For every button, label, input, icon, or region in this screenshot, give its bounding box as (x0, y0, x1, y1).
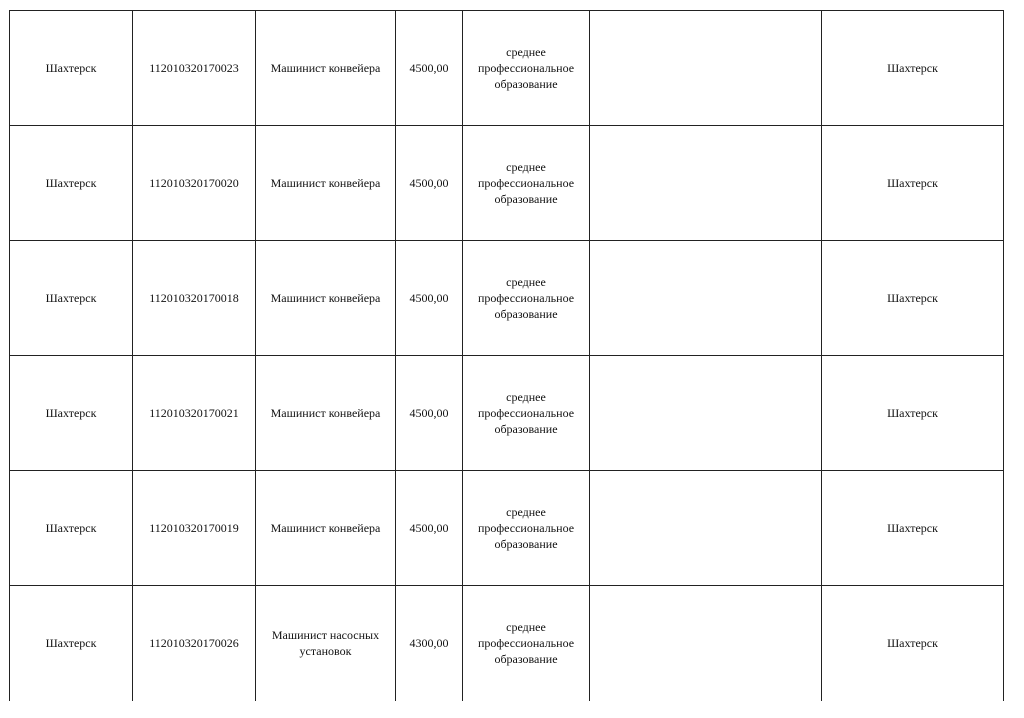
vacancy-code-cell: 112010320170018 (133, 241, 256, 356)
extra-info-cell (590, 126, 822, 241)
city-cell: Шахтерск (10, 11, 133, 126)
table-row (10, 586, 1004, 701)
city-cell: Шахтерск (10, 586, 133, 701)
education-text: среднее профессиональное образование (477, 45, 575, 91)
position-text: Машинист конвейера (270, 61, 381, 75)
position-text: Машинист конвейера (270, 176, 381, 190)
location-cell: Шахтерск (822, 356, 1004, 471)
salary-cell: 4500,00 (396, 11, 463, 126)
table-row (10, 471, 1004, 586)
vacancy-code-cell: 112010320170021 (133, 356, 256, 471)
education-text: среднее профессиональное образование (477, 160, 575, 206)
salary-cell: 4300,00 (396, 586, 463, 701)
location-cell: Шахтерск (822, 586, 1004, 701)
vacancy-code-cell: 112010320170026 (133, 586, 256, 701)
city-cell: Шахтерск (10, 126, 133, 241)
education-text: среднее профессиональное образование (477, 275, 575, 321)
position-cell (256, 586, 396, 701)
vacancies-table (9, 10, 1004, 701)
education-cell (463, 126, 590, 241)
education-cell (463, 586, 590, 701)
extra-info-cell (590, 241, 822, 356)
education-cell (463, 356, 590, 471)
salary-cell: 4500,00 (396, 126, 463, 241)
location-cell: Шахтерск (822, 471, 1004, 586)
education-text: среднее профессиональное образование (477, 505, 575, 551)
table-row (10, 241, 1004, 356)
extra-info-cell (590, 356, 822, 471)
vacancy-code-cell: 112010320170019 (133, 471, 256, 586)
position-cell (256, 126, 396, 241)
position-cell (256, 241, 396, 356)
location-cell: Шахтерск (822, 126, 1004, 241)
table-row (10, 356, 1004, 471)
education-text: среднее профессиональное образование (477, 620, 575, 667)
position-text: Машинист конвейера (270, 406, 381, 420)
extra-info-cell (590, 11, 822, 126)
position-text: Машинист конвейера (270, 521, 381, 535)
location-cell: Шахтерск (822, 11, 1004, 126)
salary-cell: 4500,00 (396, 241, 463, 356)
position-cell (256, 356, 396, 471)
position-cell (256, 11, 396, 126)
location-cell: Шахтерск (822, 241, 1004, 356)
city-cell: Шахтерск (10, 471, 133, 586)
extra-info-cell (590, 471, 822, 586)
vacancy-code-cell: 112010320170020 (133, 126, 256, 241)
education-text: среднее профессиональное образование (477, 390, 575, 436)
education-cell (463, 471, 590, 586)
vacancy-code-cell: 112010320170023 (133, 11, 256, 126)
salary-cell: 4500,00 (396, 471, 463, 586)
extra-info-cell (590, 586, 822, 701)
city-cell: Шахтерск (10, 356, 133, 471)
position-text: Машинист конвейера (270, 291, 381, 305)
education-cell (463, 241, 590, 356)
city-cell: Шахтерск (10, 241, 133, 356)
position-text: Машинист насосных установок (271, 628, 380, 659)
table-row (10, 126, 1004, 241)
position-cell (256, 471, 396, 586)
education-cell (463, 11, 590, 126)
table-row (10, 11, 1004, 126)
salary-cell: 4500,00 (396, 356, 463, 471)
